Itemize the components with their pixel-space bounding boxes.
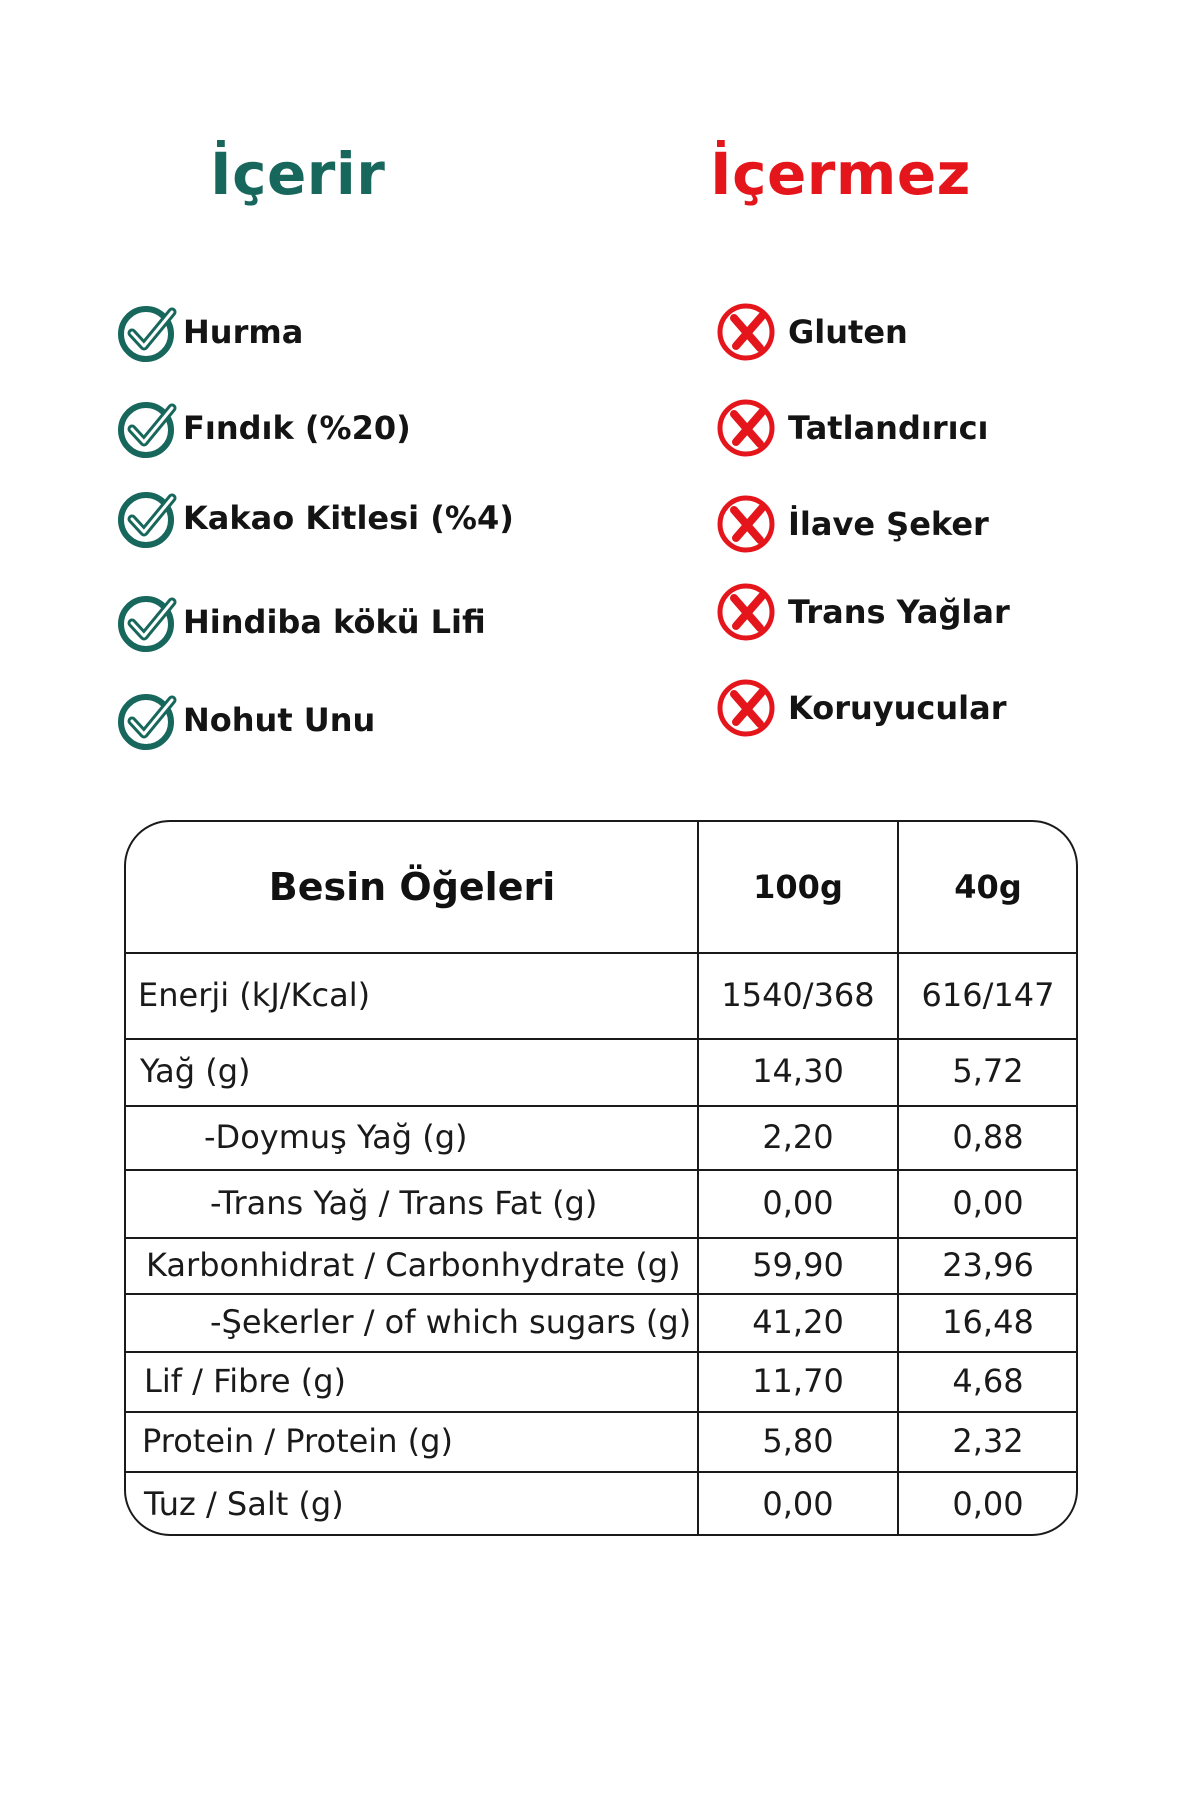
free-from-heading: İçermez <box>710 140 971 208</box>
free-from-item-trans-yaglar <box>716 580 1010 644</box>
value-40g: 4,68 <box>952 1362 1024 1400</box>
nutrition-table <box>124 820 1078 1536</box>
check-circle-icon <box>117 300 181 364</box>
nutrient-name: -Şekerler / of which sugars (g) <box>210 1303 692 1341</box>
value-100g: 0,00 <box>762 1485 834 1523</box>
cross-circle-icon <box>716 492 780 556</box>
free-from-item-tatlandirici <box>716 396 989 460</box>
contains-heading: İçerir <box>210 140 386 208</box>
contains-item-label: Fındık (%20) <box>183 409 411 447</box>
free-from-item-label: Tatlandırıcı <box>788 409 989 447</box>
free-from-item-koruyucular <box>716 676 1007 740</box>
nutrient-name: Karbonhidrat / Carbonhydrate (g) <box>146 1246 681 1284</box>
free-from-item-label: Trans Yağlar <box>788 593 1010 631</box>
free-from-item-label: Koruyucular <box>788 689 1007 727</box>
value-40g: 616/147 <box>921 976 1055 1014</box>
value-100g: 59,90 <box>752 1246 844 1284</box>
contains-item-nohut-unu <box>117 688 375 752</box>
cross-circle-icon <box>716 580 780 644</box>
nutrient-name: Yağ (g) <box>140 1052 251 1090</box>
value-100g: 41,20 <box>752 1303 844 1341</box>
value-40g: 23,96 <box>942 1246 1034 1284</box>
contains-item-hindiba-koku-lifi <box>117 590 486 654</box>
contains-item-findik-20 <box>117 396 411 460</box>
contains-item-label: Kakao Kitlesi (%4) <box>183 499 514 537</box>
value-100g: 1540/368 <box>721 976 875 1014</box>
value-40g: 5,72 <box>952 1052 1024 1090</box>
cross-circle-icon <box>716 676 780 740</box>
check-circle-icon <box>117 396 181 460</box>
nutrient-name: Tuz / Salt (g) <box>144 1485 344 1523</box>
nutrient-name: Lif / Fibre (g) <box>144 1362 346 1400</box>
value-100g: 5,80 <box>762 1422 834 1460</box>
free-from-item-label: Gluten <box>788 313 908 351</box>
nutrition-header-100g: 100g <box>753 868 843 906</box>
nutrient-name: -Doymuş Yağ (g) <box>204 1118 468 1156</box>
check-circle-icon <box>117 486 181 550</box>
check-circle-icon <box>117 688 181 752</box>
contains-item-label: Nohut Unu <box>183 701 376 739</box>
value-40g: 0,00 <box>952 1485 1024 1523</box>
nutrient-name: Enerji (kJ/Kcal) <box>138 976 371 1014</box>
value-100g: 14,30 <box>752 1052 844 1090</box>
value-40g: 0,00 <box>952 1184 1024 1222</box>
cross-circle-icon <box>716 396 780 460</box>
cross-circle-icon <box>716 300 780 364</box>
nutrient-name: Protein / Protein (g) <box>142 1422 453 1460</box>
value-100g: 2,20 <box>762 1118 834 1156</box>
nutrient-name: -Trans Yağ / Trans Fat (g) <box>210 1184 598 1222</box>
nutrition-header-name: Besin Öğeleri <box>268 865 556 909</box>
free-from-item-gluten <box>716 300 908 364</box>
contains-item-hurma <box>117 300 303 364</box>
contains-item-kakao-kitlesi-4 <box>117 486 514 550</box>
value-40g: 2,32 <box>952 1422 1024 1460</box>
value-40g: 16,48 <box>942 1303 1034 1341</box>
check-circle-icon <box>117 590 181 654</box>
value-40g: 0,88 <box>952 1118 1024 1156</box>
free-from-item-label: İlave Şeker <box>788 505 989 543</box>
contains-item-label: Hindiba kökü Lifi <box>183 603 486 641</box>
value-100g: 0,00 <box>762 1184 834 1222</box>
value-100g: 11,70 <box>752 1362 844 1400</box>
nutrition-header-40g: 40g <box>954 868 1022 906</box>
free-from-item-ilave-seker <box>716 492 989 556</box>
contains-item-label: Hurma <box>183 313 304 351</box>
